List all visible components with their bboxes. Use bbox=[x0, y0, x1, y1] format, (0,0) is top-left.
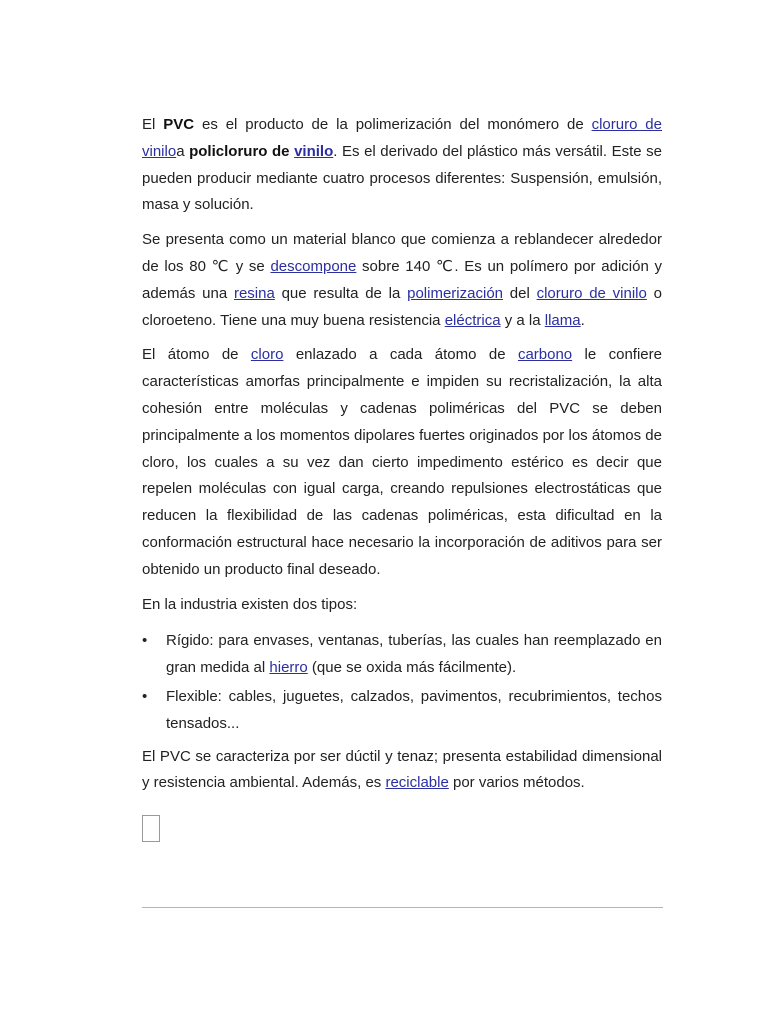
text: que resulta de la bbox=[274, 284, 408, 302]
list-item bbox=[142, 628, 662, 682]
text: (que se oxida más fácilmente). bbox=[307, 659, 517, 677]
text: Se presenta como un material blanco que comienza a reblandecer alrededor de los 80 ℃ y se bbox=[142, 231, 662, 275]
term-policloruro bbox=[189, 143, 333, 160]
text: enlazado a cada átomo de bbox=[283, 346, 518, 364]
types-list bbox=[142, 628, 662, 737]
link-hierro[interactable]: hierro bbox=[269, 659, 308, 677]
text: o cloroeteno. Tiene una muy buena resistencia bbox=[142, 284, 662, 329]
text: sobre 140 ℃. Es un polímero por adición y además una bbox=[142, 257, 662, 302]
text: El PVC se caracteriza por ser dúctil y tenaz; presenta estabilidad dimensional y resistencia ambiental. Además, es bbox=[142, 747, 662, 792]
term-pvc: PVC bbox=[163, 116, 195, 133]
link-descompone[interactable]: descompone bbox=[270, 257, 357, 275]
text: del bbox=[503, 284, 537, 302]
link-electrica[interactable]: eléctrica bbox=[444, 311, 501, 329]
text: El bbox=[142, 116, 164, 133]
text: . bbox=[580, 311, 585, 329]
paragraph-characteristics bbox=[142, 744, 662, 798]
text: a bbox=[176, 142, 190, 160]
text: policloruro de bbox=[189, 142, 295, 160]
link-carbono[interactable]: carbono bbox=[517, 346, 573, 364]
text: es el producto de la polimerización del monómero de bbox=[194, 116, 592, 133]
paragraph-intro bbox=[142, 112, 662, 219]
text: . Es el derivado del plástico más versátil. Este se pueden producir mediante cuatro procesos diferentes: Suspensión, emulsión, masa y solución. bbox=[142, 142, 662, 214]
link-cloro[interactable]: cloro bbox=[250, 346, 284, 364]
link-cloruro-de-vinilo[interactable]: cloruro de vinilo bbox=[536, 284, 647, 302]
image-placeholder bbox=[142, 815, 160, 842]
bullet-icon: • bbox=[142, 687, 148, 705]
paragraph-properties bbox=[142, 227, 662, 334]
horizontal-divider bbox=[142, 907, 663, 908]
link-cloruro-de-vinilo[interactable]: cloruro de vinilo bbox=[142, 116, 662, 160]
link-vinilo[interactable]: vinilo bbox=[294, 142, 334, 160]
text: le confiere características amorfas principalmente e impiden su recristalización, la alta cohesión entre moléculas y cadenas poliméricas del PVC se deben principalmente a los momentos dipolares fuertes originados por los átomos de cloro, los cuales a su vez dan cierto impedimento estérico es decir que repelen moléculas con igual carga, creando repulsiones electrostáticas que reducen la flexibilidad de las cadenas poliméricas, esta dificultad en la conformación estructural hace necesario la incorporación de aditivos para ser obtenido un producto final deseado. bbox=[142, 346, 662, 578]
link-resina[interactable]: resina bbox=[233, 284, 275, 302]
link-polimerizacion[interactable]: polimerización bbox=[407, 284, 503, 302]
link-reciclable[interactable]: reciclable bbox=[385, 774, 449, 792]
paragraph-industry bbox=[142, 592, 662, 619]
text: y a la bbox=[500, 311, 545, 329]
text: El átomo de bbox=[142, 346, 251, 364]
link-llama[interactable]: llama bbox=[544, 311, 581, 329]
text: Flexible: cables, juguetes, calzados, pavimentos, recubrimientos, techos tensados... bbox=[166, 687, 662, 732]
paragraph-structure bbox=[142, 342, 662, 583]
text: En la industria existen dos tipos: bbox=[142, 595, 358, 613]
text: Rígido: para envases, ventanas, tuberías, las cuales han reemplazado en gran medida al bbox=[166, 632, 662, 677]
text: por varios métodos. bbox=[448, 774, 585, 792]
document-body bbox=[142, 112, 662, 805]
list-item bbox=[142, 684, 662, 738]
bullet-icon: • bbox=[142, 632, 148, 650]
